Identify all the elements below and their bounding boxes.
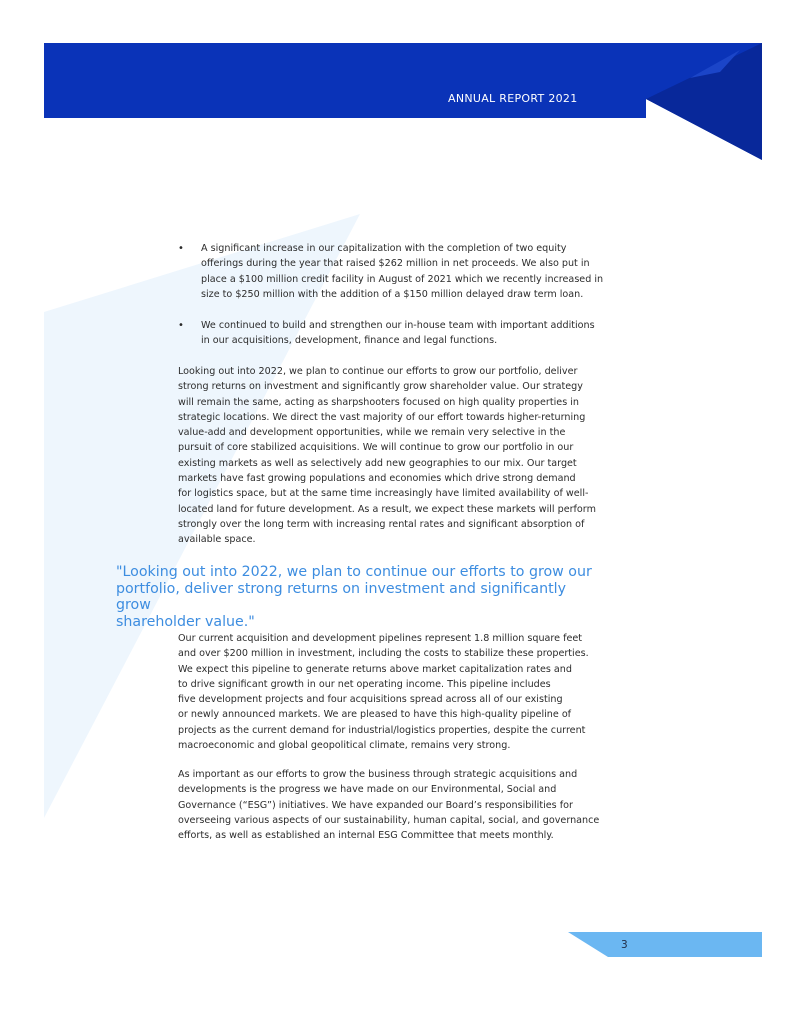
bullet-item-capitalization [178,241,618,302]
paragraph-esg: As important as our efforts to grow the business through strategic acquisitions and developments is the progress we have made on our Environmental, Social and Governance (“ESG”) initiatives. We have expanded our Board’s responsibilities for overseeing various aspects of our sustainability, human capital, social, and governance efforts, as well as established an internal ESG Committee that meets monthly. [178,769,600,842]
bullet-symbol: • [178,320,184,331]
bullet-text: A significant increase in our capitalization with the completion of two equity offerings during the year that raised $262 million in net proceeds. We also put in place a $100 million credit facility in August of 2021 which we recently increased in size to $250 million with the addition of a $150 million delayed draw term loan. [201,243,604,300]
paragraph-outlook: Looking out into 2022, we plan to continue our efforts to grow our portfolio, deliver strong returns on investment and significantly grow shareholder value. Our strategy will remain the same, acting as sharpshooters focused on high quality properties in strategic locations. We direct the vast majority of our effort towards higher-returning value-add and development opportunities, while we remain very selective in the pursuit of core stabilized acquisitions. We will continue to grow our portfolio in our existing markets as well as selectively add new geographies to our mix. Our target markets have fast growing populations and economies which drive strong demand for logistics space, but at the same time increasingly have limited availability of well- located land for future development. As a result, we expect these markets will perform strongly over the long term with increasing rental rates and significant absorption of available space. [178,366,596,546]
bullet-symbol: • [178,243,184,254]
report-title: ANNUAL REPORT 2021 [448,92,578,105]
paragraph-pipeline: Our current acquisition and development pipelines represent 1.8 million square feet and over $200 million in investment, including the costs to stabilize these properties. We expect this pipeline to generate returns above market capitalization rates and to drive significant growth in our net operating income. This pipeline includes five development projects and four acquisitions spread across all of our existing or newly announced markets. We are pleased to have this high-quality pipeline of projects as the current demand for industrial/logistics properties, despite the current macroeconomic and global geopolitical climate, remains very strong. [178,633,589,752]
footer-tab [568,932,762,957]
bullet-text: We continued to build and strengthen our in-house team with important additions in our acquisitions, development, finance and legal functions. [201,320,595,347]
bullet-item-team [178,318,618,349]
page-number: 3 [621,939,628,951]
pull-quote: "Looking out into 2022, we plan to continue our efforts to grow our portfolio, deliver strong returns on investment and significantly grow shareholder value." [116,564,592,630]
